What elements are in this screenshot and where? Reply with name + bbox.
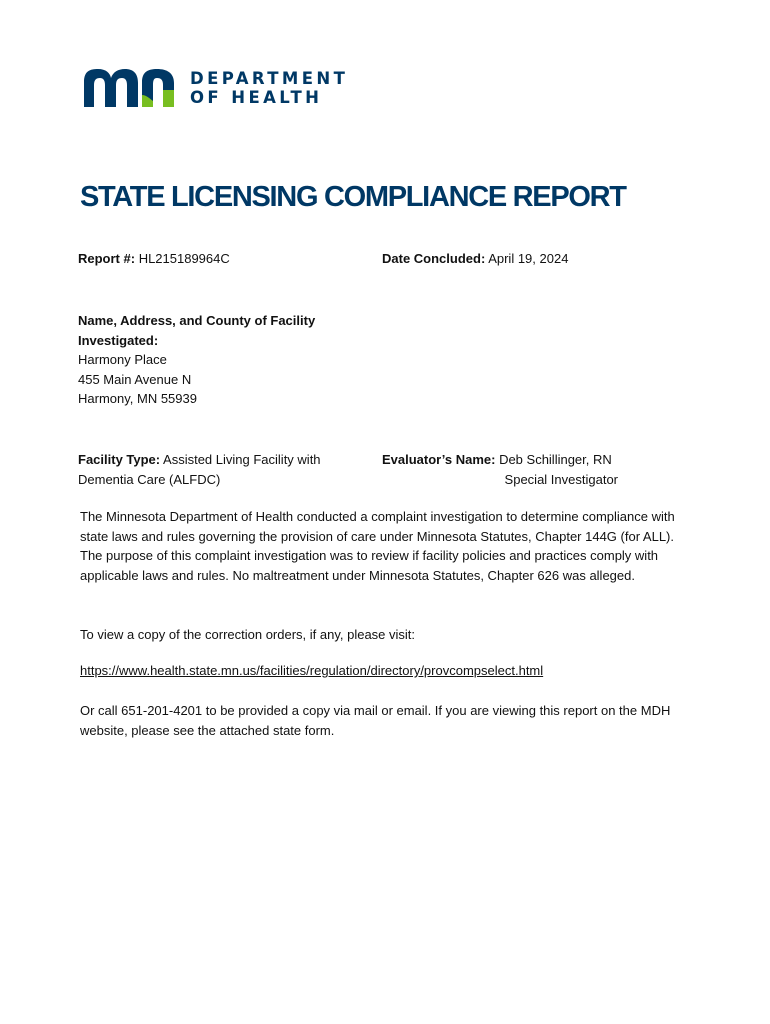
date-concluded xyxy=(382,249,568,269)
logo-wordmark xyxy=(190,69,348,107)
date-concluded-value: April 19, 2024 xyxy=(488,251,569,266)
facility-street: 455 Main Avenue N xyxy=(78,371,192,387)
facility-type xyxy=(78,450,358,489)
mdh-logo xyxy=(82,68,348,110)
page-title: STATE LICENSING COMPLIANCE REPORT xyxy=(80,181,626,213)
correction-orders-text: To view a copy of the correction orders, if any, please visit: xyxy=(80,627,416,642)
facility-info-label: Name, Address, and County of Facility Investigated: xyxy=(78,313,316,348)
evaluator-title: Special Investigator xyxy=(504,471,618,487)
facility-type-value: Assisted Living Facility with Dementia Care (ALFDC) xyxy=(78,452,321,487)
report-number-label: Report #: xyxy=(78,251,136,266)
logo-line-2: OF HEALTH xyxy=(190,88,323,107)
evaluator-label: Evaluator’s Name: xyxy=(382,452,496,467)
date-concluded-label: Date Concluded: xyxy=(382,251,486,266)
evaluator xyxy=(382,450,622,489)
correction-orders-link-row xyxy=(80,661,700,681)
mn-logo-mark-icon xyxy=(82,68,176,108)
contact-text: Or call 651-201-4201 to be provided a copy via mail or email. If you are viewing this report on the MDH website, please see the attached state form. xyxy=(80,703,671,738)
investigation-summary: The Minnesota Department of Health conducted a complaint investigation to determine compliance with state laws and rules governing the provision of care under Minnesota Statutes, Chapter 144G (for ALL). The purpose of this complaint investigation was to review if facility policies and practices comply with applicable laws and rules. No maltreatment under Minnesota Statutes, Chapter 626 was alleged. xyxy=(80,509,675,583)
report-number-value: HL215189964C xyxy=(138,251,230,266)
evaluator-name: Deb Schillinger, RN xyxy=(499,452,612,467)
correction-orders-link[interactable]: https://www.health.state.mn.us/facilities/regulation/directory/provcompselect.html xyxy=(80,663,544,678)
facility-city: Harmony, MN 55939 xyxy=(78,391,197,406)
facility-info xyxy=(78,311,368,409)
facility-type-label: Facility Type: xyxy=(78,452,161,467)
facility-name: Harmony Place xyxy=(78,352,167,367)
logo-line-1: DEPARTMENT xyxy=(190,69,349,88)
report-number xyxy=(78,249,230,269)
